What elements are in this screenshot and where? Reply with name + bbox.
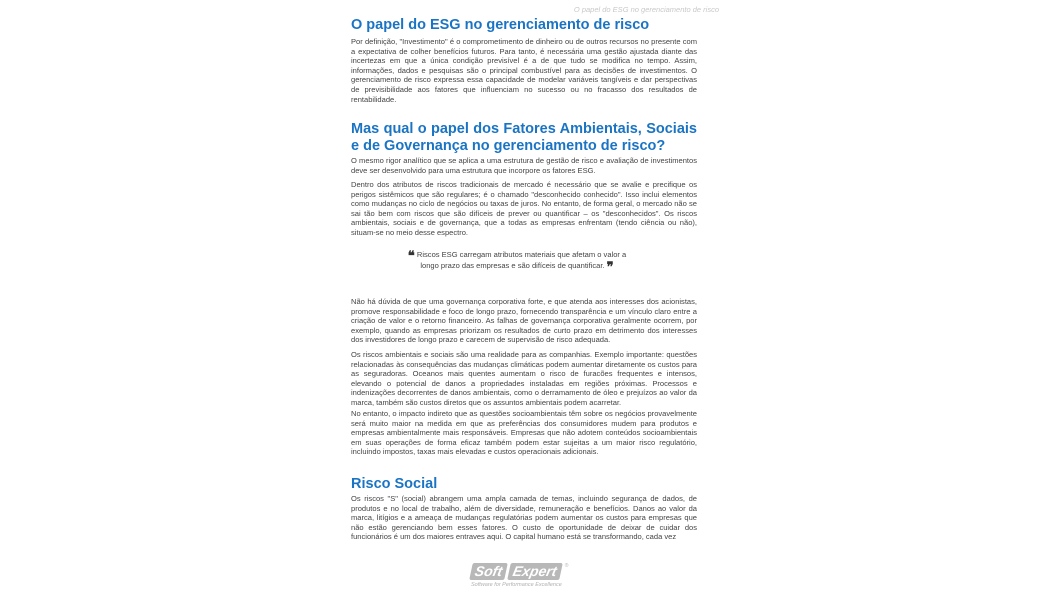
paragraph-social-risk: Os riscos "S" (social) abrangem uma ampla camada de temas, incluindo segurança de dados, de produtos e no local de trabalho, além de diversidade, remuneração e benefícios. Danos ao valor da marca, litígios e a ameaça de mudanças regulatórias podem aumentar os custos para empresas que não estão gerenciando bem esses fatores. O custo de oportunidade de deixar de cuidar dos funcionários é um dos maiores entraves aqui. O capital humano está se transformando, cada vez <box>351 494 697 542</box>
softexpert-logo <box>471 563 581 597</box>
document-page <box>351 0 719 600</box>
running-header: O papel do ESG no gerenciamento de risco <box>573 5 719 14</box>
close-quote-icon: ❞ <box>606 260 614 275</box>
paragraph-investment-definition: Por definição, "Investimento" é o comprometimento de dinheiro ou de outros recursos no presente com a expectativa de colher benefícios futuros. Para tanto, é necessária uma gestão ajustada diante das incertezas em que a única condição previsível é a de que tudo se modifica no tempo. Assim, informações, dados e pesquisas são o principal combustível para as decisões de investimentos. O gerenciamento de risco expressa essa capacidade de modelar variáveis tangíveis e dar perspectivas de previsibilidade aos fatores que influenciam no sucesso ou no fracasso dos resultados de rentabilidade. <box>351 37 697 104</box>
paragraph-corporate-governance: Não há dúvida de que uma governança corporativa forte, e que atenda aos interesses dos acionistas, promove responsabilidade e foco de longo prazo, fornecendo transparência e um vínculo claro entre a criação de valor e o retorno financeiro. As falhas de governança corporativa geralmente ocorrem, por exemplo, quando as empresas priorizam os resultados de curto prazo em detrimento dos interesses dos investidores de longo prazo e carecem de supervisão de risco adequada. <box>351 297 697 345</box>
section-title-esg-risk: O papel do ESG no gerenciamento de risco <box>351 17 650 33</box>
logo-word-soft: Soft <box>469 563 508 580</box>
section-title-social-risk: Risco Social <box>351 476 438 492</box>
open-quote-icon: ❝ <box>407 249 415 264</box>
paragraph-analytical-rigor: O mesmo rigor analítico que se aplica a uma estrutura de gestão de risco e avaliação de investimentos deve ser desenvolvido para uma estrutura que incorpore os fatores ESG. <box>351 156 697 175</box>
pull-quote-text: Riscos ESG carregam atributos materiais que afetam o valor a longo prazo das empresas e são difíceis de quantificar. <box>416 250 627 270</box>
section-title-esg-factors: Mas qual o papel dos Fatores Ambientais, Sociais e de Governança no gerenciamento de risco? <box>351 121 697 154</box>
logo-tagline: Software for Performance Excellence <box>471 582 562 588</box>
registered-mark-icon: ® <box>564 563 569 569</box>
paragraph-indirect-impact: No entanto, o impacto indireto que as questões socioambientais têm sobre os negócios provavelmente será muito maior na medida em que as preferências dos consumidores mudem para produtos e empresas ambientalmente mais responsáveis. Empresas que não adotem conteúdos socioambientais em suas operações de forma eficaz também podem estar sujeitas a um maior risco regulatório, incluindo impostos, taxas mais elevadas e custos operacionais adicionais. <box>351 409 697 457</box>
pull-quote <box>407 249 627 275</box>
paragraph-traditional-risks: Dentro dos atributos de riscos tradicionais de mercado é necessário que se avalie e precifique os perigos sistêmicos que são regulares; é o chamado "desconhecido conhecido". Isso inclui elementos como mudanças no ciclo de negócios ou taxas de juros. No entanto, de forma geral, o mercado não se sai tão bem com riscos que são difíceis de prever ou quantificar – os "desconhecidos". Os riscos ambientais, sociais e de governança, que a todas as empresas enfrentam (tendo ciência ou não), situam-se no meio desse espectro. <box>351 180 697 237</box>
logo-word-expert: Expert <box>507 563 562 580</box>
paragraph-environmental-social-risks: Os riscos ambientais e sociais são uma realidade para as companhias. Exemplo importante: questões relacionadas às consequências das mudanças climáticas podem aumentar diretamente os custos para as seguradoras. Oceanos mais quentes aumentam o risco de furacões frequentes e intensos, elevando o potencial de danos a propriedades instaladas em regiões próximas. Processos e indenizações decorrentes de danos ambientais, como o derramamento de óleo e prejuízos ao valor da marca, também são custos diretos que os assuntos ambientais podem acarretar. <box>351 350 697 407</box>
